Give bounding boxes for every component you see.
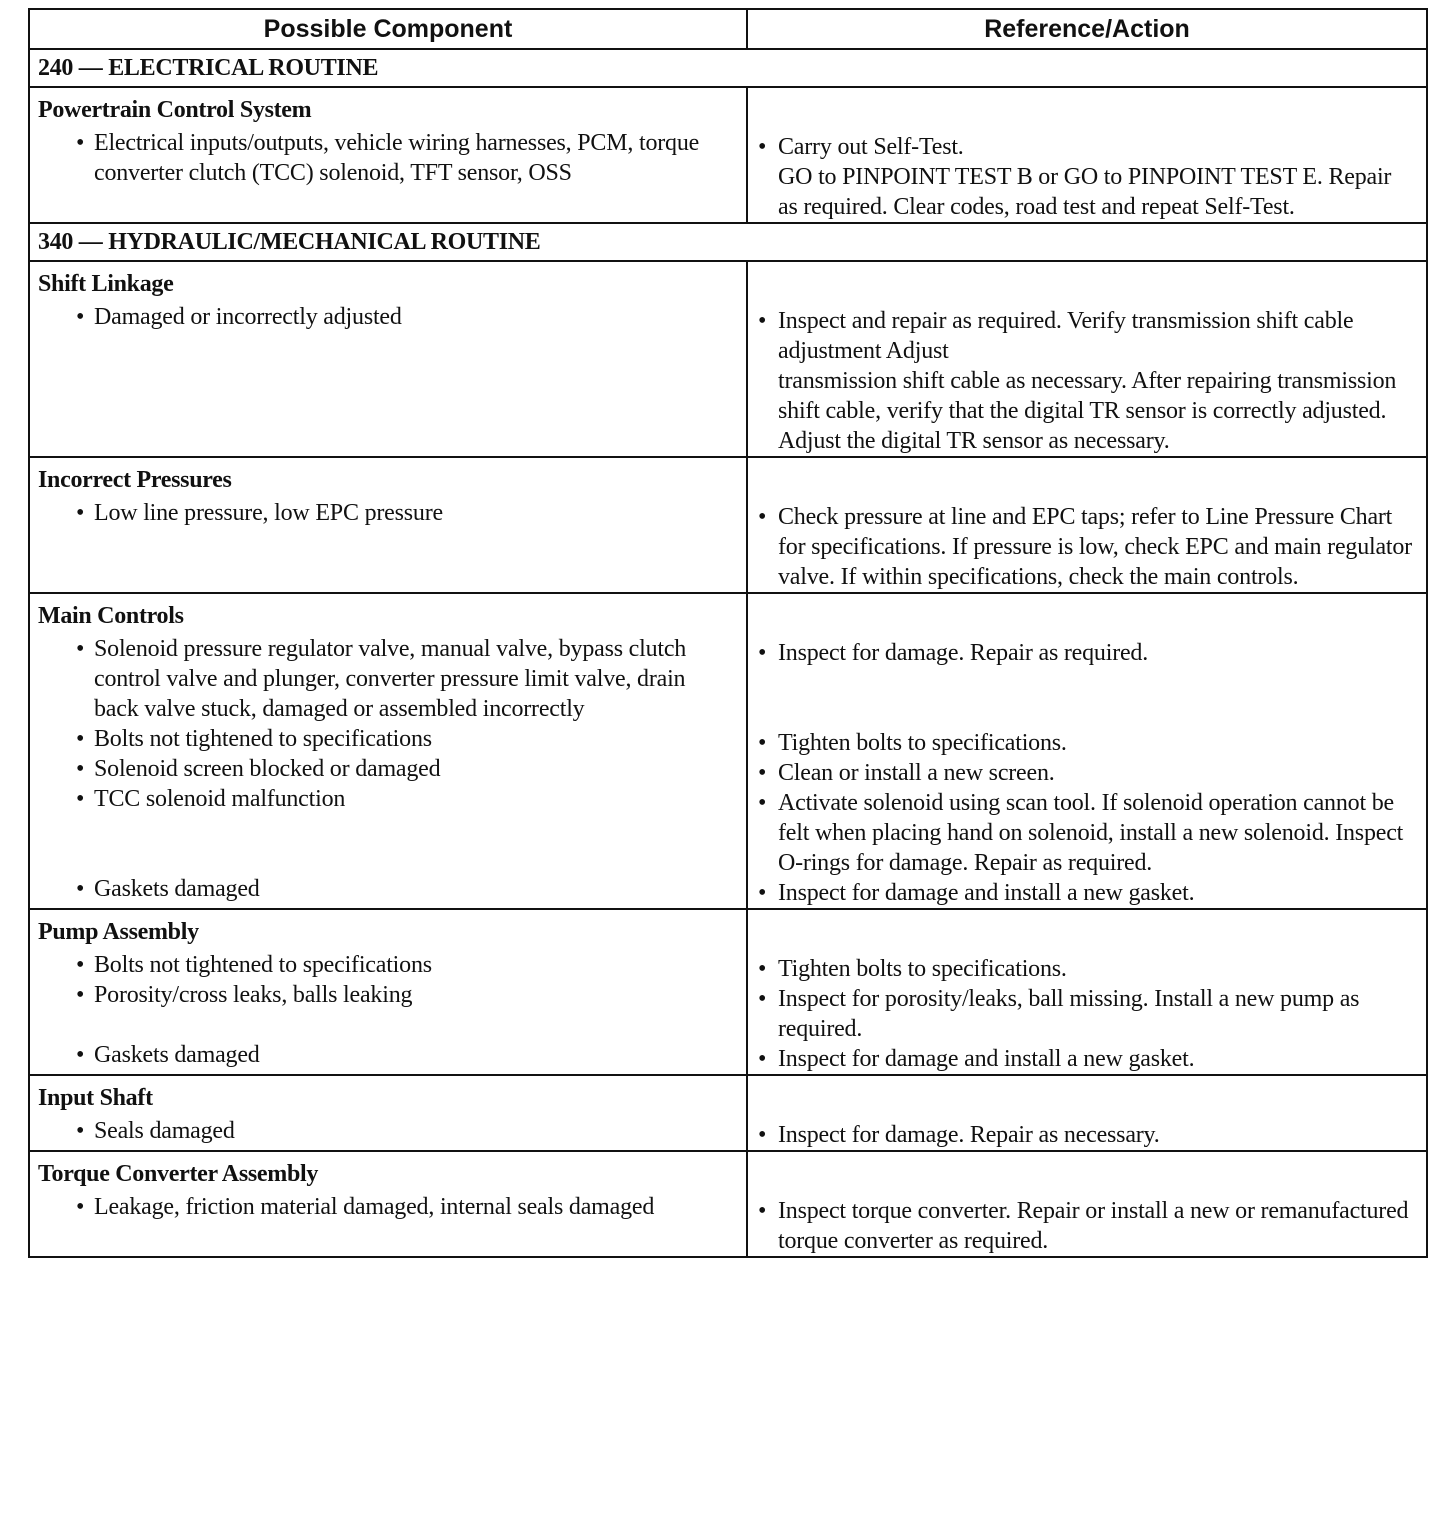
action-item [748,878,1426,908]
action-text: Inspect for damage and install a new gasket. [778,880,1195,906]
spacer [748,1152,1426,1196]
action-cell [747,1075,1427,1151]
category-heading: Incorrect Pressures [38,467,232,493]
bullet-icon: • [758,134,767,160]
spacer [748,1076,1426,1120]
group-row [29,909,1427,1075]
category-heading: Shift Linkage [38,271,174,297]
action-item [748,638,1426,728]
component-item [30,1116,746,1146]
component-text: Bolts not tightened to specifications [94,726,432,752]
component-text: Gaskets damaged [94,1042,260,1068]
component-cell [29,261,747,457]
bullet-icon: • [758,986,767,1012]
action-item [748,758,1426,788]
bullet-icon: • [758,760,767,786]
group-row [29,87,1427,223]
component-cell [29,593,747,909]
bullet-icon: • [76,500,85,526]
category-heading: Powertrain Control System [38,97,312,123]
component-cell [29,1151,747,1257]
section-row [29,49,1427,87]
component-text: Bolts not tightened to specifications [94,952,432,978]
action-text: Inspect for damage. Repair as required. [778,640,1149,666]
action-item [748,728,1426,758]
group-row [29,1075,1427,1151]
action-item [748,984,1426,1044]
bullet-icon: • [758,1198,767,1224]
group-row [29,261,1427,457]
component-item [30,634,746,724]
bullet-icon: • [758,308,767,334]
component-item [30,950,746,980]
action-text: Clean or install a new screen. [778,760,1055,786]
component-item [30,1040,746,1070]
component-item [30,874,746,904]
action-item [748,788,1426,878]
bullet-icon: • [758,730,767,756]
bullet-icon: • [758,1122,767,1148]
group-row [29,1151,1427,1257]
action-text: Inspect for damage and install a new gasket. [778,1046,1195,1072]
action-text: Inspect for porosity/leaks, ball missing. Install a new pump as required. [778,986,1360,1042]
bullet-icon: • [758,880,767,906]
component-text: Gaskets damaged [94,876,260,902]
component-cell [29,909,747,1075]
bullet-icon: • [76,1118,85,1144]
component-item [30,1192,746,1252]
component-cell [29,1075,747,1151]
component-item [30,128,746,218]
bullet-icon: • [758,790,767,816]
bullet-icon: • [76,756,85,782]
bullet-icon: • [76,876,85,902]
component-cell [29,457,747,593]
diagnosis-table [28,8,1428,1258]
action-cell [747,261,1427,457]
bullet-icon: • [76,636,85,662]
table-body [29,49,1427,1257]
bullet-icon: • [76,1042,85,1068]
action-item [748,1196,1426,1256]
action-cell [747,909,1427,1075]
category-heading: Torque Converter Assembly [38,1161,319,1187]
component-text: Damaged or incorrectly adjusted [94,304,402,330]
component-text: Low line pressure, low EPC pressure [94,500,443,526]
bullet-icon: • [76,952,85,978]
spacer [748,262,1426,306]
section-row [29,223,1427,261]
action-text: Carry out Self-Test. GO to PINPOINT TEST B or GO to PINPOINT TEST E. Repair as required. Clear codes, road test and repeat Self-Test. [778,134,1392,220]
component-item [30,980,746,1040]
component-text: TCC solenoid malfunction [94,786,346,812]
component-text: Porosity/cross leaks, balls leaking [94,982,413,1008]
header-row [29,9,1427,49]
action-text: Tighten bolts to specifications. [778,956,1067,982]
action-item [748,1044,1426,1074]
action-text: Tighten bolts to specifications. [778,730,1067,756]
component-text: Seals damaged [94,1118,235,1144]
bullet-icon: • [758,1046,767,1072]
component-text: Leakage, friction material damaged, internal seals damaged [94,1194,655,1220]
group-row [29,593,1427,909]
action-cell [747,593,1427,909]
action-text: Inspect for damage. Repair as necessary. [778,1122,1160,1148]
section-title: 240 — ELECTRICAL ROUTINE [29,49,1427,87]
component-item [30,302,746,452]
component-text: Solenoid screen blocked or damaged [94,756,441,782]
bullet-icon: • [758,504,767,530]
action-item [748,306,1426,456]
action-item [748,1120,1426,1150]
bullet-icon: • [758,640,767,666]
spacer [748,594,1426,638]
component-item [30,724,746,754]
bullet-icon: • [76,130,85,156]
category-heading: Input Shaft [38,1085,153,1111]
component-item [30,498,746,588]
action-cell [747,87,1427,223]
action-text: Activate solenoid using scan tool. If solenoid operation cannot be felt when placing hand on solenoid, install a new solenoid. Inspect O-rings for damage. Repair as required. [778,790,1404,876]
component-item [30,754,746,784]
group-row [29,457,1427,593]
bullet-icon: • [76,1194,85,1220]
action-text: Inspect torque converter. Repair or install a new or remanufactured torque converter as required. [778,1198,1409,1254]
spacer [748,458,1426,502]
component-text: Electrical inputs/outputs, vehicle wiring harnesses, PCM, torque converter clutch (TCC) solenoid, TFT sensor, OSS [94,130,700,186]
bullet-icon: • [758,956,767,982]
bullet-icon: • [76,982,85,1008]
action-item [748,132,1426,222]
action-item [748,502,1426,592]
action-text: Check pressure at line and EPC taps; refer to Line Pressure Chart for specifications. If pressure is low, check EPC and main regulator valve. If within specifications, check the main controls. [778,504,1412,590]
action-cell [747,457,1427,593]
action-text: Inspect and repair as required. Verify transmission shift cable adjustment Adjust transmission shift cable as necessary. After repairing transmission shift cable, verify that the digital TR sensor is correctly adjusted. Adjust the digital TR sensor as necessary. [778,308,1397,454]
header-action: Reference/Action [747,9,1427,49]
bullet-icon: • [76,726,85,752]
category-heading: Pump Assembly [38,919,199,945]
header-component: Possible Component [29,9,747,49]
section-title: 340 — HYDRAULIC/MECHANICAL ROUTINE [29,223,1427,261]
bullet-icon: • [76,786,85,812]
action-cell [747,1151,1427,1257]
category-heading: Main Controls [38,603,184,629]
spacer [748,88,1426,132]
component-cell [29,87,747,223]
action-item [748,954,1426,984]
component-item [30,784,746,874]
spacer [748,910,1426,954]
component-text: Solenoid pressure regulator valve, manual valve, bypass clutch control valve and plunger, converter pressure limit valve, drain back valve stuck, damaged or assembled incorrectly [94,636,687,722]
bullet-icon: • [76,304,85,330]
